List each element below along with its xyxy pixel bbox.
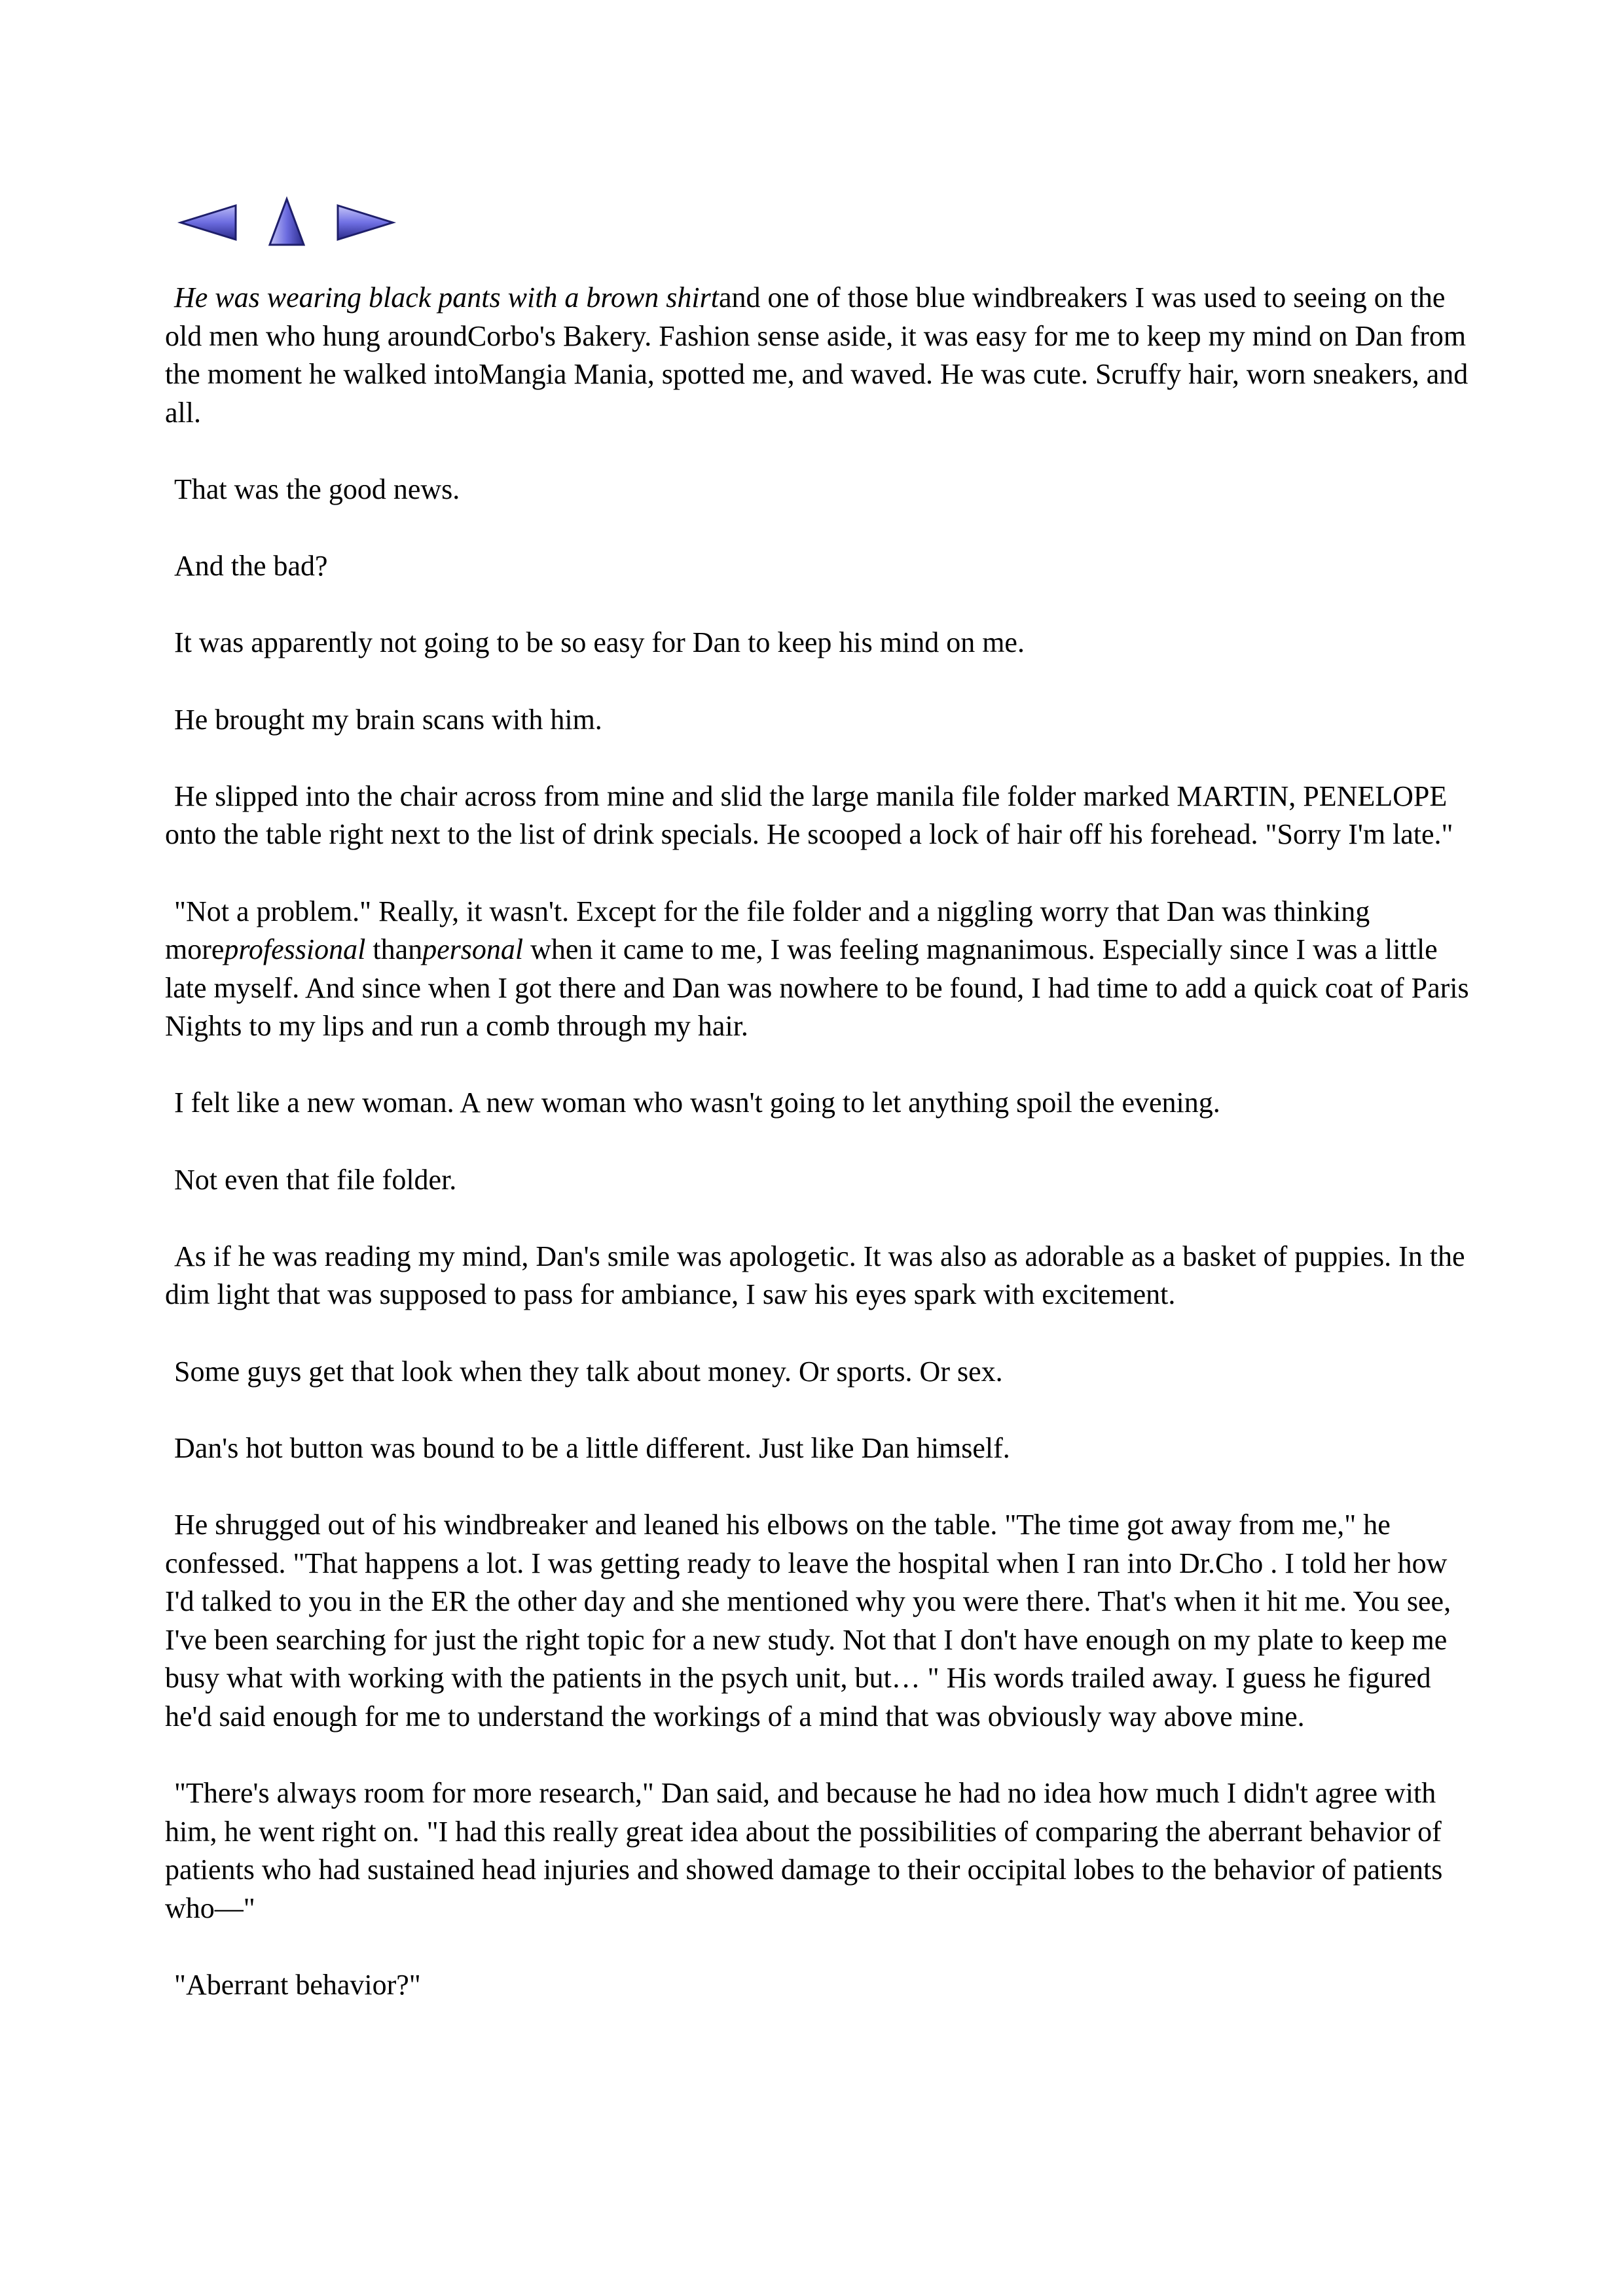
story-paragraph — [165, 279, 1474, 432]
story-paragraph — [165, 1966, 1474, 2005]
story-paragraph — [165, 1429, 1474, 1468]
paragraph-text: It was apparently not going to be so easy for Dan to keep his mind on me. — [174, 626, 1025, 659]
paragraph-text: He slipped into the chair across from mine and slid the large manila file folder marked MARTIN, PENELOPE onto the table right next to the list of drink specials. He scooped a lock of hair off his forehead. "Sorry I'm late." — [165, 780, 1453, 851]
paragraph-text: Not even that file folder. — [174, 1163, 457, 1196]
paragraph-text: than — [365, 933, 423, 966]
paragraph-text: Dan's hot button was bound to be a little different. Just like Dan himself. — [174, 1431, 1010, 1464]
paragraph-text: "Aberrant behavior?" — [174, 1969, 421, 2001]
previous-page-button[interactable] — [175, 196, 241, 249]
paragraph-text: And the bad? — [174, 550, 328, 583]
paragraph-text: "Not a problem." Really, it wasn't. Except for the file folder and a niggling worry that Dan was thinking more — [165, 895, 1370, 966]
story-paragraph — [165, 701, 1474, 740]
italic-text: He was wearing black pants with a brown shirt — [174, 281, 719, 314]
up-page-button[interactable] — [254, 196, 319, 249]
paragraph-text: when it came to me, I was feeling magnanimous. Especially since I was a little late myself. And since when I got there and Dan was nowhere to be found, I had time to add a quick coat of Paris Nights to my lips and run a comb through my hair. — [165, 933, 1469, 1043]
story-paragraph — [165, 893, 1474, 1046]
paragraph-text: That was the good news. — [174, 473, 460, 505]
paragraph-text: "There's always room for more research," Dan said, and because he had no idea how much I didn't agree with him, he went right on. "I had this really great idea about the possibilities of comparing the aberrant behavior of patients who had sustained head injuries and showed damage to their occipital lobes to the behavior of patients who—" — [165, 1777, 1443, 1924]
paragraph-text: He brought my brain scans with him. — [174, 703, 602, 736]
up-triangle-icon — [254, 196, 319, 249]
story-paragraph — [165, 1353, 1474, 1391]
story-paragraph — [165, 1506, 1474, 1736]
story-paragraph — [165, 1774, 1474, 1928]
paragraph-text: and one of those blue windbreakers I was used to seeing on the old men who hung aroundCorbo's Bakery. Fashion sense aside, it was easy for me to keep my mind on Dan from the moment he walked intoMangia Mania, spotted me, and waved. He was cute. Scruffy hair, worn sneakers, and all. — [165, 281, 1468, 429]
paragraph-text: He shrugged out of his windbreaker and leaned his elbows on the table. "The time got away from me," he confessed. "That happens a lot. I was getting ready to leave the hospital when I ran into Dr.Cho . I told her how I'd talked to you in the ER the other day and she mentioned why you were there. That's when it hit me. You see, I've been searching for just the right topic for a new study. Not that I don't have enough on my plate to keep me busy what with working with the patients in the psych unit, but… " His words trailed away. I guess he figured he'd said enough for me to understand the workings of a mind that was obviously way above mine. — [165, 1509, 1451, 1732]
paragraph-text: Some guys get that look when they talk about money. Or sports. Or sex. — [174, 1355, 1003, 1388]
story-paragraph — [165, 547, 1474, 586]
paragraph-text: As if he was reading my mind, Dan's smile was apologetic. It was also as adorable as a basket of puppies. In the dim light that was supposed to pass for ambiance, I saw his eyes spark with excitement. — [165, 1240, 1465, 1311]
story-paragraph — [165, 624, 1474, 662]
navigation-bar — [175, 196, 398, 249]
story-paragraph — [165, 1084, 1474, 1122]
story-text — [165, 279, 1474, 2043]
next-page-button[interactable] — [333, 196, 398, 249]
italic-text: personal — [422, 933, 524, 966]
story-paragraph — [165, 778, 1474, 854]
left-triangle-icon — [175, 196, 241, 249]
italic-text: professional — [224, 933, 366, 966]
story-paragraph — [165, 1161, 1474, 1200]
story-paragraph — [165, 1238, 1474, 1314]
story-paragraph — [165, 471, 1474, 509]
right-triangle-icon — [333, 196, 398, 249]
paragraph-text: I felt like a new woman. A new woman who wasn't going to let anything spoil the evening. — [174, 1086, 1220, 1119]
